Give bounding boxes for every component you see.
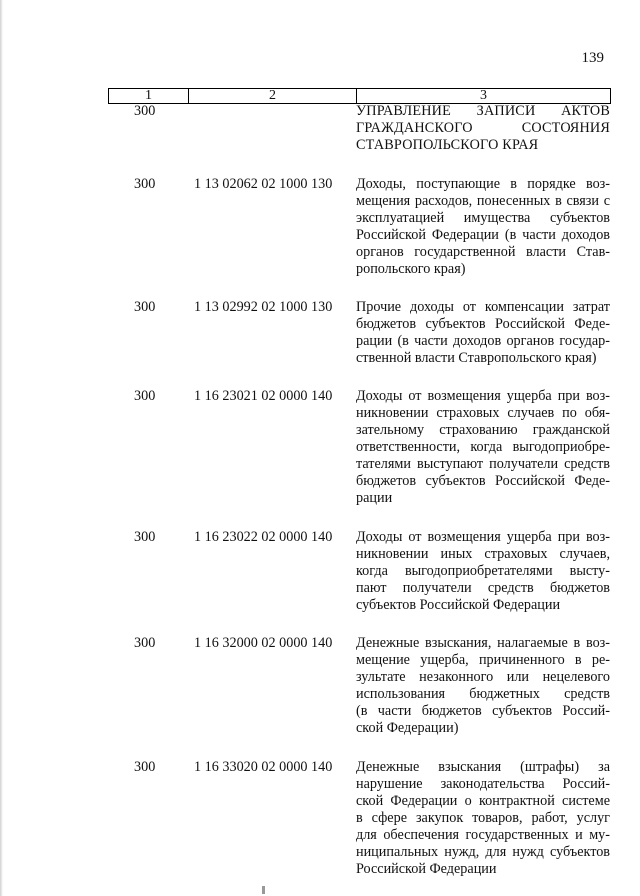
description-line: ской Федерации о контрактной системе (356, 793, 610, 809)
column-header-3: 3 (357, 89, 611, 104)
description-line: Доходы от возмещения ущерба при воз- (356, 529, 610, 545)
description-line: рации (в части доходов органов государ- (356, 333, 610, 349)
table-row (108, 635, 610, 737)
description-line: УПРАВЛЕНИЕ ЗАПИСИ АКТОВ (356, 103, 610, 119)
description-line: использования бюджетных средств (356, 686, 610, 702)
revenue-description (356, 103, 610, 154)
admin-code: 300 (134, 529, 156, 545)
description-line: Денежные взыскания (штрафы) за (356, 759, 610, 775)
description-line: Российской Федерации (356, 861, 497, 877)
description-line: Доходы, поступающие в порядке воз- (356, 176, 610, 192)
description-line: ственной власти Ставропольского края) (356, 350, 597, 366)
description-line: пают получатели средств бюджетов (356, 580, 610, 596)
budget-classification-code: 1 16 23022 02 0000 140 (194, 529, 333, 545)
budget-classification-code: 1 13 02992 02 1000 130 (194, 299, 333, 315)
description-line: ГРАЖДАНСКОГО СОСТОЯНИЯ (356, 120, 610, 136)
description-line: Доходы от возмещения ущерба при воз- (356, 388, 610, 404)
revenue-description (356, 759, 610, 878)
admin-code: 300 (134, 299, 156, 315)
description-line: в сфере закупок товаров, работ, услуг (356, 810, 610, 826)
table-row (108, 529, 610, 614)
description-line: ропольского края) (356, 261, 466, 277)
revenue-description (356, 529, 610, 614)
budget-classification-code: 1 16 33020 02 0000 140 (194, 759, 333, 775)
admin-code: 300 (134, 176, 156, 192)
revenue-description (356, 299, 610, 367)
description-line: субъектов Российской Федерации (356, 597, 561, 613)
admin-code: 300 (134, 635, 156, 651)
description-line: Прочие доходы от компенсации затрат (356, 299, 610, 315)
description-line: никновении иных страховых случаев, (356, 546, 610, 562)
table-row (108, 299, 610, 367)
revenue-description (356, 388, 610, 507)
table-row (108, 759, 610, 878)
description-line: зультате незаконного или нецелевого (356, 669, 610, 685)
description-line: нарушение законодательства Россий- (356, 776, 610, 792)
description-line: эксплуатацией имущества субъектов (356, 210, 610, 226)
column-header-row (109, 89, 611, 104)
description-line: никновении страховых случаев по обя- (356, 405, 610, 421)
admin-code: 300 (134, 103, 156, 119)
description-line: ниципальных нужд, для нужд субъектов (356, 844, 610, 860)
description-line: бюджетов субъектов Российской Феде- (356, 473, 610, 489)
description-line: СТАВРОПОЛЬСКОГО КРАЯ (356, 137, 539, 153)
description-line: (в части бюджетов субъектов Россий- (356, 703, 610, 719)
column-header-1: 1 (109, 89, 189, 104)
description-line: органов государственной власти Став- (356, 244, 610, 260)
scan-left-edge (0, 0, 3, 896)
description-line: ответственности, когда выгодоприобре- (356, 439, 610, 455)
table-row (108, 388, 610, 507)
description-line: мещения расходов, понесенных в связи с (356, 193, 610, 209)
description-line: мещение ущерба, причиненного в ре- (356, 652, 610, 668)
admin-code: 300 (134, 388, 156, 404)
description-line: когда выгодоприобретателями высту- (356, 563, 610, 579)
column-header-2: 2 (189, 89, 357, 104)
admin-code: 300 (134, 759, 156, 775)
revenue-code-list (108, 103, 610, 878)
description-line: зательному страхованию гражданской (356, 422, 610, 438)
scan-artifact-mark (262, 886, 265, 894)
description-line: Российской Федерации (в части доходов (356, 227, 610, 243)
budget-classification-code: 1 16 23021 02 0000 140 (194, 388, 333, 404)
description-line: рации (356, 490, 393, 506)
description-line: тателями выступают получатели средств (356, 456, 610, 472)
budget-classification-code: 1 13 02062 02 1000 130 (194, 176, 333, 192)
description-line: ской Федерации) (356, 720, 459, 736)
revenue-description (356, 176, 610, 278)
table-row (108, 176, 610, 278)
budget-classification-code (188, 103, 356, 154)
column-header-table (108, 88, 611, 104)
budget-classification-code: 1 16 32000 02 0000 140 (194, 635, 333, 651)
description-line: Денежные взыскания, налагаемые в воз- (356, 635, 610, 651)
revenue-description (356, 635, 610, 737)
description-line: для обеспечения государственных и му- (356, 827, 610, 843)
table-row (108, 103, 610, 154)
description-line: бюджетов субъектов Российской Феде- (356, 316, 610, 332)
page-number: 139 (581, 50, 604, 66)
